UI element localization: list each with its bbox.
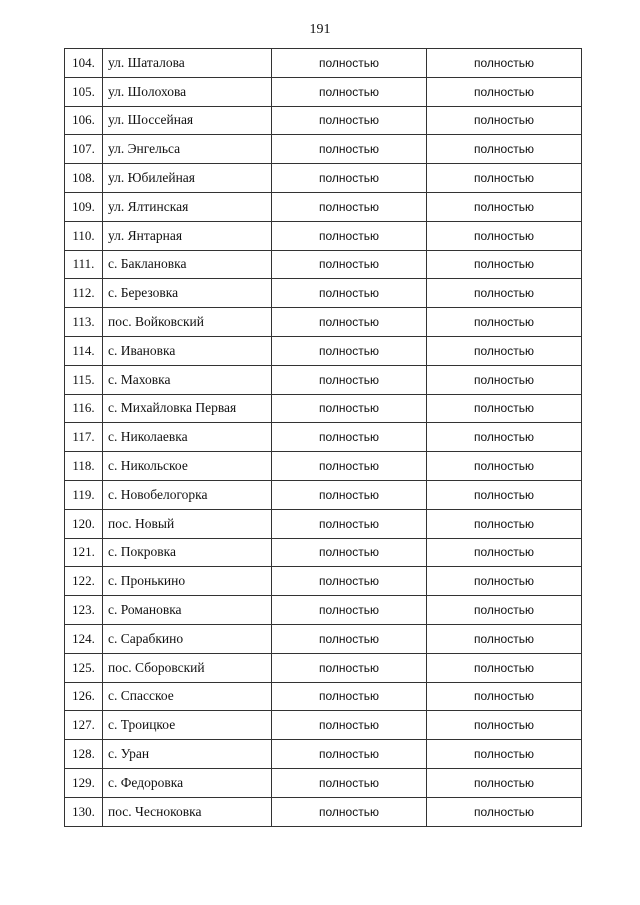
settlement-name-cell: с. Федоровка: [103, 768, 272, 797]
table-row: [65, 279, 582, 308]
coverage-cell-b: полностью: [427, 624, 582, 653]
coverage-cell-a: полностью: [272, 106, 427, 135]
coverage-cell-b: полностью: [427, 797, 582, 826]
row-number-cell: 110.: [65, 221, 103, 250]
coverage-cell-a: полностью: [272, 135, 427, 164]
coverage-cell-a: полностью: [272, 192, 427, 221]
row-number-cell: 122.: [65, 567, 103, 596]
coverage-cell-a: полностью: [272, 164, 427, 193]
coverage-cell-b: полностью: [427, 49, 582, 78]
coverage-cell-a: полностью: [272, 538, 427, 567]
coverage-cell-b: полностью: [427, 106, 582, 135]
coverage-cell-b: полностью: [427, 596, 582, 625]
row-number-cell: 115.: [65, 365, 103, 394]
table-row: [65, 164, 582, 193]
settlement-name-cell: с. Троицкое: [103, 711, 272, 740]
coverage-cell-b: полностью: [427, 768, 582, 797]
page-number: 191: [309, 22, 331, 37]
coverage-cell-a: полностью: [272, 740, 427, 769]
table-row: [65, 538, 582, 567]
row-number-cell: 124.: [65, 624, 103, 653]
coverage-cell-b: полностью: [427, 452, 582, 481]
settlement-name-cell: с. Березовка: [103, 279, 272, 308]
coverage-cell-b: полностью: [427, 365, 582, 394]
table-row: [65, 221, 582, 250]
settlement-name-cell: с. Уран: [103, 740, 272, 769]
settlement-name-cell: с. Ивановка: [103, 336, 272, 365]
coverage-cell-b: полностью: [427, 711, 582, 740]
coverage-cell-b: полностью: [427, 192, 582, 221]
settlement-name-cell: с. Новобелогорка: [103, 480, 272, 509]
row-number-cell: 105.: [65, 77, 103, 106]
table-row: [65, 682, 582, 711]
settlement-name-cell: ул. Шаталова: [103, 49, 272, 78]
coverage-cell-a: полностью: [272, 596, 427, 625]
coverage-cell-b: полностью: [427, 740, 582, 769]
table-body: [65, 49, 582, 827]
settlements-table: [64, 48, 582, 827]
settlement-name-cell: ул. Шоссейная: [103, 106, 272, 135]
coverage-cell-a: полностью: [272, 365, 427, 394]
row-number-cell: 121.: [65, 538, 103, 567]
coverage-cell-a: полностью: [272, 250, 427, 279]
settlement-name-cell: с. Пронькино: [103, 567, 272, 596]
coverage-cell-b: полностью: [427, 394, 582, 423]
table-row: [65, 308, 582, 337]
coverage-cell-b: полностью: [427, 538, 582, 567]
coverage-cell-a: полностью: [272, 308, 427, 337]
coverage-cell-a: полностью: [272, 768, 427, 797]
coverage-cell-a: полностью: [272, 336, 427, 365]
coverage-cell-a: полностью: [272, 221, 427, 250]
row-number-cell: 106.: [65, 106, 103, 135]
settlement-name-cell: с. Романовка: [103, 596, 272, 625]
coverage-cell-b: полностью: [427, 221, 582, 250]
coverage-cell-a: полностью: [272, 624, 427, 653]
table-row: [65, 106, 582, 135]
row-number-cell: 129.: [65, 768, 103, 797]
coverage-cell-b: полностью: [427, 423, 582, 452]
settlement-name-cell: с. Баклановка: [103, 250, 272, 279]
row-number-cell: 125.: [65, 653, 103, 682]
settlement-name-cell: ул. Юбилейная: [103, 164, 272, 193]
row-number-cell: 119.: [65, 480, 103, 509]
row-number-cell: 117.: [65, 423, 103, 452]
table-row: [65, 192, 582, 221]
coverage-cell-a: полностью: [272, 711, 427, 740]
row-number-cell: 104.: [65, 49, 103, 78]
coverage-cell-b: полностью: [427, 250, 582, 279]
coverage-cell-b: полностью: [427, 77, 582, 106]
coverage-cell-a: полностью: [272, 797, 427, 826]
coverage-cell-b: полностью: [427, 480, 582, 509]
coverage-cell-b: полностью: [427, 567, 582, 596]
table-row: [65, 336, 582, 365]
settlement-name-cell: с. Николаевка: [103, 423, 272, 452]
settlement-name-cell: с. Маховка: [103, 365, 272, 394]
coverage-cell-b: полностью: [427, 279, 582, 308]
table-row: [65, 77, 582, 106]
settlement-name-cell: пос. Сборовский: [103, 653, 272, 682]
coverage-cell-b: полностью: [427, 336, 582, 365]
coverage-cell-a: полностью: [272, 49, 427, 78]
table-row: [65, 423, 582, 452]
row-number-cell: 128.: [65, 740, 103, 769]
coverage-cell-b: полностью: [427, 164, 582, 193]
coverage-cell-b: полностью: [427, 682, 582, 711]
row-number-cell: 120.: [65, 509, 103, 538]
settlement-name-cell: пос. Чесноковка: [103, 797, 272, 826]
table-row: [65, 135, 582, 164]
coverage-cell-a: полностью: [272, 567, 427, 596]
coverage-cell-b: полностью: [427, 135, 582, 164]
table-row: [65, 711, 582, 740]
coverage-cell-a: полностью: [272, 77, 427, 106]
coverage-cell-a: полностью: [272, 279, 427, 308]
settlement-name-cell: ул. Шолохова: [103, 77, 272, 106]
settlement-name-cell: с. Спасское: [103, 682, 272, 711]
row-number-cell: 109.: [65, 192, 103, 221]
coverage-cell-b: полностью: [427, 653, 582, 682]
row-number-cell: 113.: [65, 308, 103, 337]
row-number-cell: 112.: [65, 279, 103, 308]
settlement-name-cell: с. Никольское: [103, 452, 272, 481]
settlement-name-cell: ул. Янтарная: [103, 221, 272, 250]
row-number-cell: 127.: [65, 711, 103, 740]
coverage-cell-a: полностью: [272, 653, 427, 682]
table-row: [65, 509, 582, 538]
row-number-cell: 107.: [65, 135, 103, 164]
row-number-cell: 130.: [65, 797, 103, 826]
coverage-cell-a: полностью: [272, 423, 427, 452]
table-row: [65, 567, 582, 596]
settlement-name-cell: пос. Новый: [103, 509, 272, 538]
settlement-name-cell: ул. Энгельса: [103, 135, 272, 164]
settlement-name-cell: пос. Войковский: [103, 308, 272, 337]
table-row: [65, 480, 582, 509]
table-row: [65, 740, 582, 769]
settlement-name-cell: с. Михайловка Первая: [103, 394, 272, 423]
row-number-cell: 111.: [65, 250, 103, 279]
coverage-cell-a: полностью: [272, 682, 427, 711]
settlement-name-cell: ул. Ялтинская: [103, 192, 272, 221]
table-row: [65, 452, 582, 481]
table-row: [65, 250, 582, 279]
settlement-name-cell: с. Сарабкино: [103, 624, 272, 653]
settlement-name-cell: с. Покровка: [103, 538, 272, 567]
table-row: [65, 365, 582, 394]
table-row: [65, 797, 582, 826]
coverage-cell-b: полностью: [427, 308, 582, 337]
coverage-cell-a: полностью: [272, 394, 427, 423]
row-number-cell: 108.: [65, 164, 103, 193]
table-row: [65, 49, 582, 78]
row-number-cell: 118.: [65, 452, 103, 481]
coverage-cell-a: полностью: [272, 480, 427, 509]
table-row: [65, 624, 582, 653]
row-number-cell: 114.: [65, 336, 103, 365]
table-row: [65, 596, 582, 625]
row-number-cell: 123.: [65, 596, 103, 625]
row-number-cell: 116.: [65, 394, 103, 423]
table-row: [65, 768, 582, 797]
row-number-cell: 126.: [65, 682, 103, 711]
table-row: [65, 394, 582, 423]
table-row: [65, 653, 582, 682]
coverage-cell-b: полностью: [427, 509, 582, 538]
coverage-cell-a: полностью: [272, 509, 427, 538]
coverage-cell-a: полностью: [272, 452, 427, 481]
